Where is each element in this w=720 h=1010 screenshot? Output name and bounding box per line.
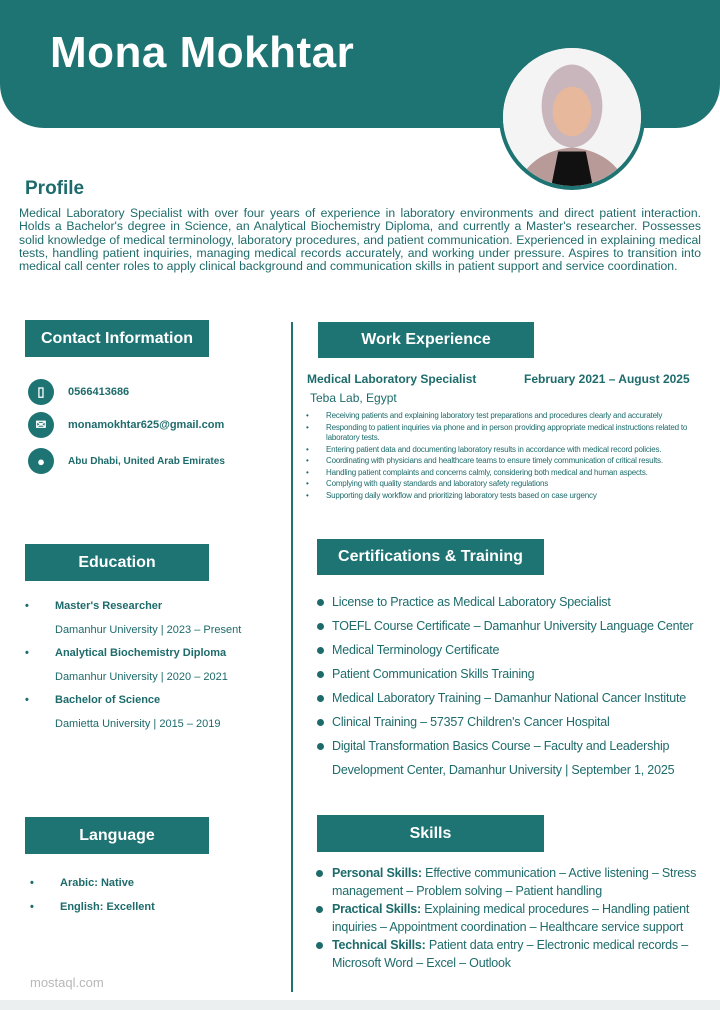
- certification-item: Development Center, Damanhur University | September 1, 2025: [332, 763, 675, 777]
- skill-text: Patient data entry – Electronic medical records – Microsoft Word – Excel – Outlook: [332, 938, 688, 970]
- skill-text: Explaining medical procedures – Handling patient inquiries – Appointment coordination – Healthcare service support: [332, 902, 690, 934]
- duty-item: • Coordinating with physicians and healthcare teams to ensure timely communication of critical results.: [302, 456, 718, 467]
- certification-item: Digital Transformation Basics Course – Faculty and Leadership: [317, 734, 718, 758]
- skill-label: Practical Skills:: [332, 902, 422, 916]
- bottom-bar: [0, 1000, 720, 1010]
- phone-text: 0566413686: [68, 386, 130, 398]
- duty-item: • Complying with quality standards and laboratory safety regulations: [302, 479, 718, 490]
- education-detail: Damanhur University | 2023 – Present: [55, 623, 242, 636]
- profile-heading: Profile: [25, 178, 85, 199]
- email-text[interactable]: monamokhtar625@gmail.com: [68, 419, 225, 431]
- contact-location: [28, 448, 225, 474]
- education-detail: Damanhur University | 2020 – 2021: [55, 670, 228, 683]
- duty-item: • Supporting daily workflow and prioritizing laboratory tests based on case urgency: [302, 491, 718, 502]
- profile-summary: Medical Laboratory Specialist with over four years of experience in laboratory environments and direct patient interaction. Holds a Bachelor's degree in Science, an Analytical Biochemistry Diploma, and currently a Master's researcher. Possesses solid knowledge of medical terminology, laboratory procedures, and patient communication. Experienced in explaining medical tests, handling patient inquiries, managing medical records accurately, and working under pressure. Aspires to transition into medical call center roles to apply clinical background and communication skills in patient support and service coordination.: [19, 206, 701, 274]
- location-text: Abu Dhabi, United Arab Emirates: [68, 455, 225, 467]
- language-list: [30, 872, 280, 919]
- skills-heading: Skills: [317, 815, 544, 852]
- education-degree: • Master's Researcher: [25, 595, 285, 619]
- certification-item: TOEFL Course Certificate – Damanhur University Language Center: [317, 614, 718, 638]
- contact-email: [28, 412, 224, 438]
- language-heading: Language: [25, 817, 209, 854]
- contact-heading: Contact Information: [25, 320, 209, 357]
- education-detail: Damietta University | 2015 – 2019: [55, 717, 221, 730]
- certification-item: Clinical Training – 57357 Children's Cancer Hospital: [317, 710, 718, 734]
- skill-text: Effective communication – Active listening – Stress management – Problem solving – Patient handling: [332, 866, 697, 898]
- education-heading: Education: [25, 544, 209, 581]
- work-heading: Work Experience: [318, 322, 534, 358]
- education-degree: • Analytical Biochemistry Diploma: [25, 642, 285, 666]
- duty-item: • Responding to patient inquiries via phone and in person providing appropriate medical instructions related to laboratory tests.: [302, 423, 718, 444]
- duty-item: • Receiving patients and explaining laboratory test preparations and procedures clearly and accurately: [302, 411, 718, 422]
- skill-group: [316, 900, 718, 936]
- certifications-heading: Certifications & Training: [317, 539, 544, 575]
- skill-label: Personal Skills:: [332, 866, 422, 880]
- skill-group: [316, 864, 718, 900]
- job-role: Medical Laboratory Specialist: [307, 372, 477, 386]
- skill-group: [316, 936, 718, 972]
- education-list: [25, 595, 285, 736]
- language-item: • Arabic: Native: [30, 872, 280, 896]
- job-dates: February 2021 – August 2025: [524, 372, 690, 386]
- duty-item: • Handling patient complaints and concerns calmly, considering both medical and human aspects.: [302, 468, 718, 479]
- job-place: Teba Lab, Egypt: [310, 391, 397, 405]
- certification-item: License to Practice as Medical Laboratory Specialist: [317, 590, 718, 614]
- certification-item: Medical Terminology Certificate: [317, 638, 718, 662]
- candidate-name: Mona Mokhtar: [50, 28, 355, 77]
- certification-item: Patient Communication Skills Training: [317, 662, 718, 686]
- profile-photo: [499, 44, 645, 190]
- language-item: • English: Excellent: [30, 896, 280, 920]
- certifications-list: [317, 590, 718, 782]
- watermark: mostaql.com: [30, 975, 104, 990]
- email-icon: ✉: [28, 412, 54, 438]
- education-degree: • Bachelor of Science: [25, 689, 285, 713]
- certification-item: Medical Laboratory Training – Damanhur National Cancer Institute: [317, 686, 718, 710]
- work-duties: [302, 411, 718, 502]
- location-pin-icon: ●: [28, 448, 54, 474]
- skills-list: [316, 864, 718, 972]
- skill-label: Technical Skills:: [332, 938, 426, 952]
- phone-icon: ▯: [28, 379, 54, 405]
- contact-phone: [28, 379, 129, 405]
- column-divider: [291, 322, 293, 992]
- duty-item: • Entering patient data and documenting laboratory results in accordance with medical record policies.: [302, 445, 718, 456]
